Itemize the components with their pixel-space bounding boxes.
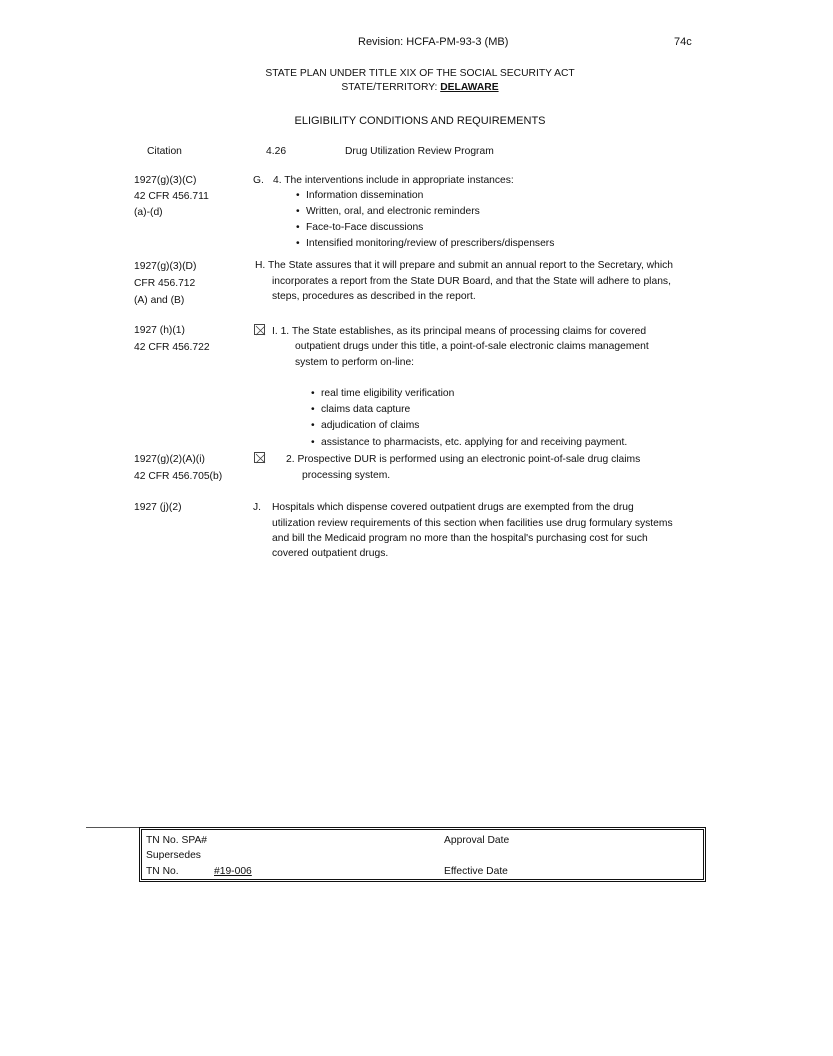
citation: 42 CFR 456.722 xyxy=(134,342,210,353)
citation: 42 CFR 456.711 xyxy=(134,191,209,202)
state-line xyxy=(341,81,498,95)
citation: 42 CFR 456.705(b) xyxy=(134,471,223,482)
citation: 1927(g)(2)(A)(i) xyxy=(134,454,205,465)
item-label: J. xyxy=(253,502,262,513)
footer-box xyxy=(139,827,706,882)
state-name: DELAWARE xyxy=(440,82,499,93)
tn-no: TN No. xyxy=(146,866,179,877)
bullet-item: • claims data capture xyxy=(311,403,410,417)
state-label: STATE/TERRITORY: xyxy=(341,82,441,93)
program-title: Drug Utilization Review Program xyxy=(345,146,494,157)
citation-header: Citation xyxy=(147,146,182,157)
bullet-item: • Face-to-Face discussions xyxy=(296,221,423,235)
page-number: 74c xyxy=(674,36,692,48)
checkbox-checked[interactable] xyxy=(254,452,265,463)
bullet-item: • assistance to pharmacists, etc. applying for and receiving payment. xyxy=(311,436,627,450)
item-text: utilization review requirements of this section when facilities use drug formulary systems xyxy=(272,518,673,529)
section-number: 4.26 xyxy=(266,146,287,157)
footer-rule xyxy=(86,827,140,828)
supersedes: Supersedes xyxy=(146,850,201,861)
item-text: system to perform on-line: xyxy=(295,357,415,368)
revision: Revision: HCFA-PM-93-3 (MB) xyxy=(358,36,509,48)
citation: 1927 (j)(2) xyxy=(134,502,182,513)
item-label: G. xyxy=(253,175,264,186)
bullet-item: • Intensified monitoring/review of prescribers/dispensers xyxy=(296,237,554,251)
item-text: 4. The interventions include in appropriate instances: xyxy=(273,175,514,186)
plan-title: STATE PLAN UNDER TITLE XIX OF THE SOCIAL SECURITY ACT xyxy=(265,68,575,79)
citation: 1927(g)(3)(C) xyxy=(134,175,197,186)
item-text: incorporates a report from the State DUR Board, and that the State will adhere to plans, xyxy=(272,276,671,287)
item-text: I. 1. The State establishes, as its principal means of processing claims for covered xyxy=(272,326,647,337)
approval-date: Approval Date xyxy=(444,835,510,846)
item-text: steps, procedures as described in the report. xyxy=(272,291,476,302)
item-text: covered outpatient drugs. xyxy=(272,548,389,559)
tn-no-spa: TN No. SPA# xyxy=(146,835,208,846)
section-title: ELIGIBILITY CONDITIONS AND REQUIREMENTS xyxy=(294,115,546,127)
citation: 1927 (h)(1) xyxy=(134,325,185,336)
item-text: and bill the Medicaid program no more than the hospital's purchasing cost for such xyxy=(272,533,648,544)
effective-date: Effective Date xyxy=(444,866,508,877)
bullet-item: • Written, oral, and electronic reminders xyxy=(296,205,480,219)
bullet-item: • real time eligibility verification xyxy=(311,387,454,401)
citation: (a)-(d) xyxy=(134,207,163,218)
citation: 1927(g)(3)(D) xyxy=(134,261,197,272)
tn-value: #19-006 xyxy=(214,866,252,877)
item-text: outpatient drugs under this title, a point-of-sale electronic claims management xyxy=(295,341,649,352)
checkbox-checked[interactable] xyxy=(254,324,265,335)
item-text: 2. Prospective DUR is performed using an electronic point-of-sale drug claims xyxy=(286,454,641,465)
citation: CFR 456.712 xyxy=(134,278,196,289)
bullet-item: • adjudication of claims xyxy=(311,419,419,433)
citation: (A) and (B) xyxy=(134,295,185,306)
item-text: Hospitals which dispense covered outpatient drugs are exempted from the drug xyxy=(272,502,634,513)
item-text: processing system. xyxy=(302,470,391,481)
bullet-item: • Information dissemination xyxy=(296,189,423,203)
item-text: H. The State assures that it will prepare and submit an annual report to the Secretary, which xyxy=(255,260,674,271)
